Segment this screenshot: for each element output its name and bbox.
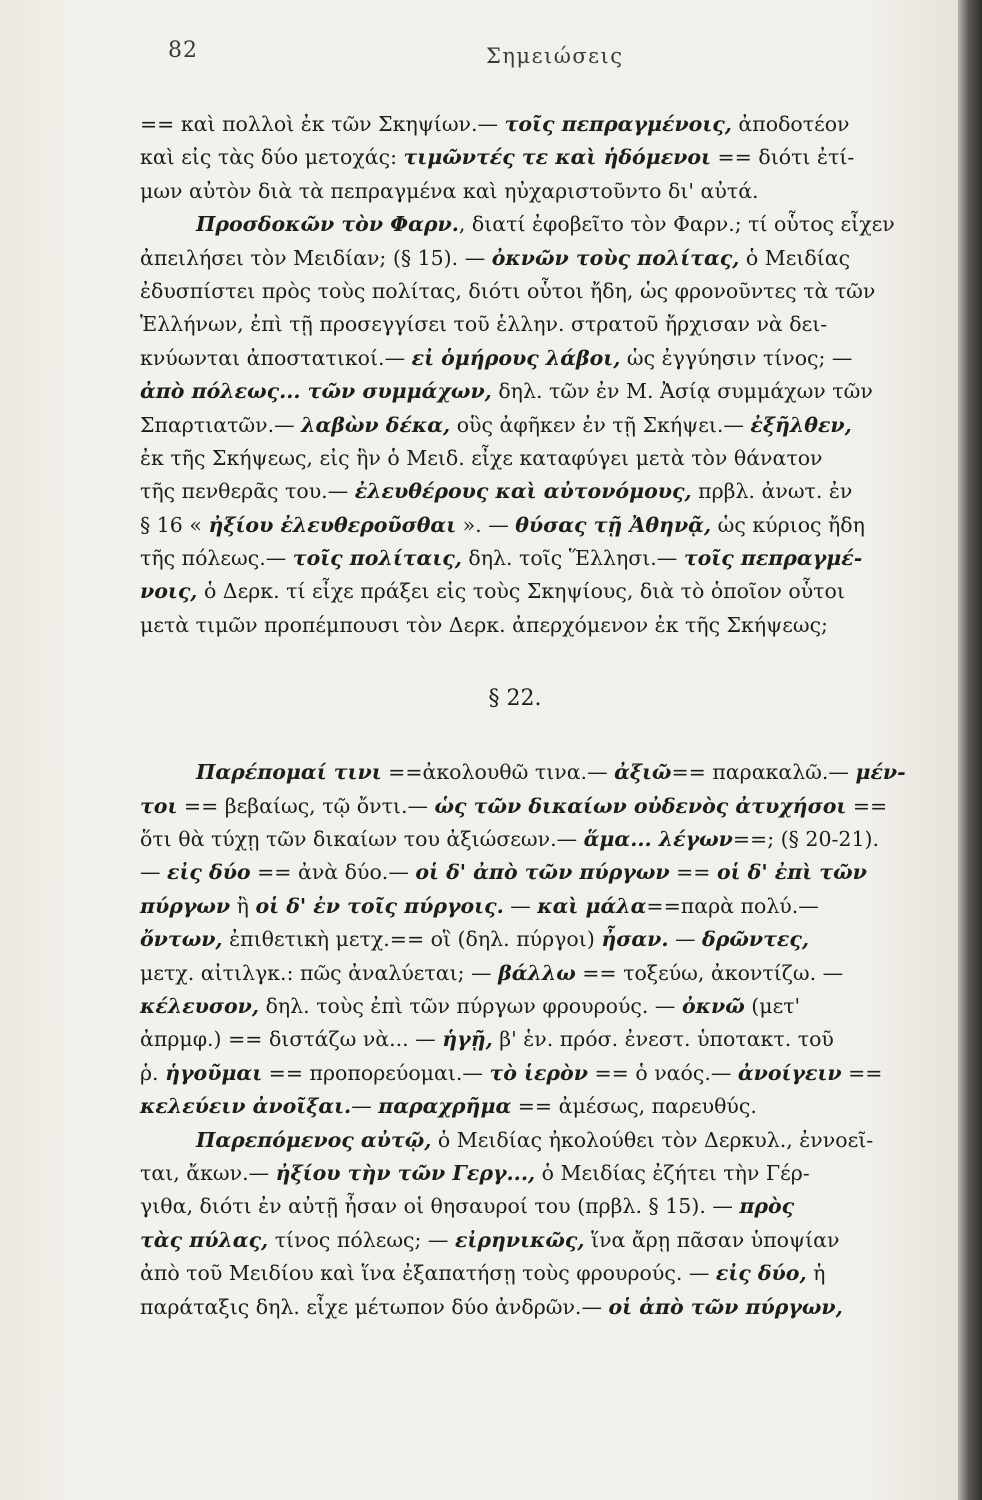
lemma-text: τὰς πύλας, (140, 1227, 269, 1252)
gloss-text: δηλ. τοῖς Ἕλλησι.— (461, 546, 684, 571)
page-number: 82 (168, 38, 198, 63)
gloss-text: ὡς ἐγγύησιν τίνος; — (620, 345, 853, 370)
gloss-text: ὁ Μειδίας ἐζήτει τὴν Γέρ- (535, 1160, 810, 1185)
lemma-text: ἠξίου τὴν τῶν Γεργ..., (275, 1160, 536, 1185)
gloss-text: , διατί ἐφοβεῖτο τὸν Φαρν.; τί οὗτος εἶχεν (458, 212, 895, 237)
gloss-text: κνύωνται ἀποστατικοί.— (140, 345, 412, 370)
gloss-text: ῥ. (140, 1060, 166, 1085)
lemma-text: δρῶντες, (702, 927, 809, 952)
gloss-text: μετχ. αἰτιλγκ.: πῶς ἀναλύεται; — (140, 960, 499, 985)
lemma-text: Προσδοκῶν τὸν Φαρν. (196, 212, 459, 237)
gloss-text: ὅτι θὰ τύχῃ τῶν δικαίων του ἀξιώσεων.— (140, 827, 584, 852)
lemma-text: ὀκνῶ (681, 993, 745, 1018)
notes-paragraphs-part2 (140, 756, 930, 1324)
text-line (140, 957, 930, 990)
gloss-text: ἡ (806, 1261, 826, 1286)
lemma-text: Παρεπόμενος αὐτῷ, (196, 1127, 432, 1152)
lemma-text: εἰρηνικῶς, (454, 1227, 585, 1252)
text-line (140, 475, 930, 508)
gloss-text: == (846, 793, 888, 818)
gloss-text: § 16 « (140, 512, 209, 537)
gloss-text: μων αὐτὸν διὰ τὰ πεπραγμένα καὶ ηὐχαριστοῦντο δι' αὐτά. (140, 178, 759, 203)
gloss-text: == ἀνὰ δύο.— (250, 860, 416, 885)
gloss-text: == καὶ πολλοὶ ἐκ τῶν Σκηψίων.— (140, 112, 505, 136)
lemma-text: ἀνοίγειν (737, 1060, 842, 1085)
lemma-text: πύργων (140, 893, 231, 918)
text-line (140, 208, 930, 241)
lemma-text: τοῖς πεπραγμέ- (683, 546, 863, 571)
gloss-text: ἀπρμφ.) == διστάζω νὰ... — (140, 1027, 443, 1052)
lemma-text: μέν- (855, 760, 906, 785)
text-line (140, 375, 930, 408)
lemma-text: ὀκνῶν τοὺς πολίτας, (491, 245, 740, 270)
gloss-text: β' ἑν. πρόσ. ἐνεστ. ὑποτακτ. τοῦ (492, 1027, 834, 1052)
gloss-text: == τοξεύω, ἀκοντίζω. — (575, 960, 844, 985)
lemma-text: τοῖς πολίταις, (292, 546, 462, 571)
lemma-text: τοι (140, 793, 178, 818)
gloss-text: καὶ εἰς τὰς δύο μετοχάς: (140, 145, 404, 170)
text-line (140, 756, 930, 789)
lemma-text: ἡγοῦμαι (165, 1060, 263, 1085)
gloss-text: == διότι ἐτί- (710, 145, 855, 170)
gloss-text: δηλ. τοὺς ἐπὶ τῶν πύργων φρουρούς. — (259, 993, 682, 1018)
gloss-text: τῆς πόλεως.— (140, 546, 293, 571)
text-line (140, 175, 930, 208)
text-line (140, 1257, 930, 1290)
lemma-text: ἅμα... λέγων (583, 827, 733, 852)
lemma-text: κελεύειν ἀνοῖξαι. (140, 1094, 352, 1119)
gloss-text: — (668, 927, 703, 952)
gloss-text: οὓς ἀφῆκεν ἐν τῇ Σκήψει.— (450, 412, 751, 437)
lemma-text: Παρέπομαί τινι (196, 760, 382, 785)
text-line (140, 342, 930, 375)
gloss-text: ==παρὰ πολύ.— (646, 893, 819, 918)
text-line (140, 856, 930, 889)
lemma-text: ἐλευθέρους καὶ αὐτονόμους, (354, 479, 692, 504)
lemma-text: τιμῶντές τε καὶ ἡδόμενοι (403, 145, 711, 170)
gloss-text: δηλ. τῶν ἐν Μ. Ἀσίᾳ συμμάχων τῶν (491, 379, 873, 404)
lemma-text: ἡγῇ, (442, 1027, 493, 1052)
text-line (140, 1224, 930, 1257)
gloss-text: ἀποδοτέον (731, 112, 850, 136)
section-heading: § 22. (488, 686, 542, 712)
gloss-text: (μετ' (744, 993, 801, 1018)
lemma-text: εἰς δύο, (715, 1261, 807, 1286)
lemma-text: θύσας τῇ Ἀθηνᾷ, (515, 512, 712, 537)
gloss-text: ὁ Δερκ. τί εἶχε πράξει εἰς τοὺς Σκηψίους, διὰ τὸ ὁποῖον οὗτοι (197, 579, 845, 604)
gloss-text: Σπαρτιατῶν.— (140, 412, 302, 437)
gloss-text: ὡς κύριος ἤδη (711, 512, 865, 537)
gloss-text: ὁ Μειδίας ἠκολούθει τὸν Δερκυλ., ἐννοεῖ- (431, 1127, 874, 1152)
gloss-text: ἢ (230, 893, 256, 918)
gloss-text: ἐπιθετικὴ μετχ.== οἳ (δηλ. πύργοι) (222, 927, 602, 952)
text-line (140, 823, 930, 856)
text-line (140, 242, 930, 275)
notes-text (140, 108, 930, 1324)
lemma-text: οἱ δ' ἐν τοῖς πύργοις. (255, 893, 504, 918)
text-line (140, 923, 930, 956)
gloss-text: γιθα, διότι ἐν αὐτῇ ἦσαν οἱ θησαυροί του (πρβλ. § 15). — (140, 1194, 740, 1219)
lemma-text: τοῖς πεπραγμένοις, (504, 112, 732, 136)
gloss-text: == παρακαλῶ.— (671, 760, 856, 785)
text-line (140, 1090, 930, 1123)
text-line (140, 990, 930, 1023)
page-binding-edge (958, 0, 982, 1500)
gloss-text: πρβλ. ἀνωτ. ἐν (691, 479, 853, 504)
text-line (140, 1124, 930, 1157)
notes-paragraphs-part1 (140, 108, 930, 642)
gloss-text: τῆς πενθερᾶς του.— (140, 479, 355, 504)
page-header (168, 38, 928, 78)
gloss-text: ἀπὸ τοῦ Μειδίου καὶ ἵνα ἐξαπατήσῃ τοὺς φρουρούς. — (140, 1261, 716, 1286)
lemma-text: οἱ ἀπὸ τῶν πύργων, (608, 1294, 843, 1319)
gloss-text: — (503, 893, 538, 918)
text-line (140, 890, 930, 923)
text-line (140, 108, 930, 141)
gloss-text: == προπορεύομαι.— (262, 1060, 490, 1085)
text-line (140, 575, 930, 608)
lemma-text: κέλευσον, (140, 993, 260, 1018)
lemma-text: τὸ ἱερὸν (489, 1060, 588, 1085)
running-head: Σημειώσεις (486, 44, 624, 68)
text-line (140, 509, 930, 542)
lemma-text: ὄντων, (140, 927, 223, 952)
gloss-text: == (669, 860, 717, 885)
gloss-text: == ἀμέσως, παρευθύς. (511, 1094, 757, 1119)
text-line (140, 1023, 930, 1056)
text-line (140, 790, 930, 823)
lemma-text: ἦσαν. (601, 927, 669, 952)
gloss-text: ἵνα ἄρῃ πᾶσαν ὑποψίαν (584, 1227, 840, 1252)
gloss-text: παράταξις δηλ. εἶχε μέτωπον δύο ἀνδρῶν.— (140, 1294, 609, 1319)
lemma-text: οἱ δ' ἀπὸ τῶν πύργων (415, 860, 670, 885)
text-line (140, 1291, 930, 1324)
text-line (140, 275, 930, 308)
lemma-text: καὶ μάλα (537, 893, 647, 918)
text-line (140, 308, 930, 341)
text-line (140, 1190, 930, 1223)
gloss-text: ὁ Μειδίας (739, 245, 851, 270)
text-line (140, 542, 930, 575)
text-line (140, 1057, 930, 1090)
lemma-text: ἀπὸ πόλεως... τῶν συμμάχων, (140, 379, 492, 404)
gloss-text: ἐκ τῆς Σκήψεως, εἰς ἣν ὁ Μειδ. εἶχε καταφύγει μετὰ τὸν θάνατον (140, 445, 823, 470)
lemma-text: λαβὼν δέκα, (301, 412, 451, 437)
gloss-text: ται, ἄκων.— (140, 1160, 276, 1185)
gloss-text: == ὁ ναός.— (587, 1060, 738, 1085)
gloss-text: — (351, 1094, 379, 1119)
lemma-text: ἐξῆλθεν, (750, 412, 852, 437)
gloss-text: == βεβαίως, τῷ ὄντι.— (177, 793, 435, 818)
lemma-text: βάλλω (498, 960, 576, 985)
gloss-text: ==; (§ 20-21). (732, 827, 880, 852)
lemma-text: παραχρῆμα (378, 1094, 512, 1119)
lemma-text: οἱ δ' ἐπὶ τῶν (716, 860, 867, 885)
text-line (140, 409, 930, 442)
gloss-text: ==ἀκολουθῶ τινα.— (381, 760, 615, 785)
lemma-text: ὡς τῶν δικαίων οὐδενὸς ἀτυχήσοι (434, 793, 847, 818)
text-line (140, 442, 930, 475)
lemma-text: πρὸς (739, 1194, 795, 1219)
gloss-text: τίνος πόλεως; — (268, 1227, 455, 1252)
lemma-text: νοις, (140, 579, 198, 604)
gloss-text: — (140, 860, 168, 885)
text-line (140, 141, 930, 174)
lemma-text: εἰς δύο (167, 860, 251, 885)
lemma-text: ἠξίου ἐλευθεροῦσθαι (208, 512, 457, 537)
text-line (140, 1157, 930, 1190)
lemma-text: εἰ ὁμήρους λάβοι, (411, 345, 621, 370)
gloss-text: Ἑλλήνων, ἐπὶ τῇ προσεγγίσει τοῦ ἑλλην. στρατοῦ ἤρχισαν νὰ δει- (140, 312, 828, 337)
gloss-text: == (841, 1060, 883, 1085)
text-line (140, 609, 930, 642)
gloss-text: ἐδυσπίστει πρὸς τοὺς πολίτας, διότι οὗτοι ἤδη, ὡς φρονοῦντες τὰ τῶν (140, 278, 876, 303)
gloss-text: ». — (456, 512, 516, 537)
lemma-text: ἀξιῶ (614, 760, 672, 785)
gloss-text: μετὰ τιμῶν προπέμπουσι τὸν Δερκ. ἀπερχόμενον ἐκ τῆς Σκήψεως; (140, 612, 828, 637)
gloss-text: ἀπειλήσει τὸν Μειδίαν; (§ 15). — (140, 245, 492, 270)
